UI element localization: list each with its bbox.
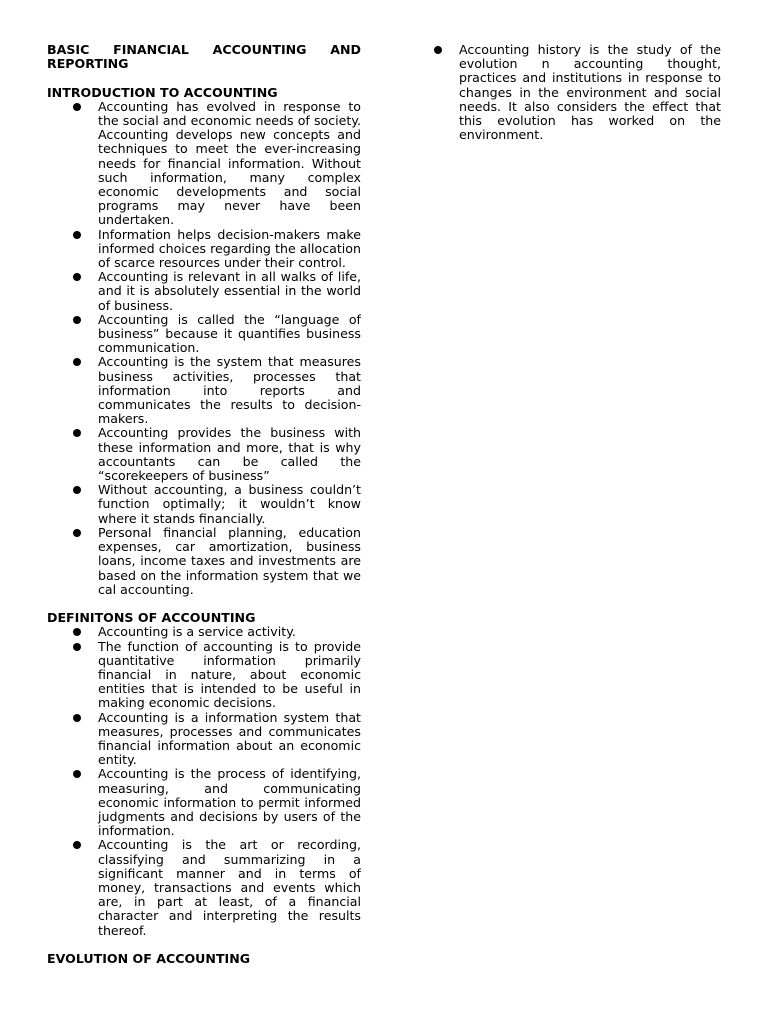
list-item — [429, 43, 721, 142]
list-item — [47, 228, 361, 271]
list-item — [47, 355, 361, 426]
list-item-text: The function of accounting is to provide quantitative information primarily financial in nature, about economic entities that is intended to be useful in making economic decisions. — [98, 638, 361, 711]
bullet-icon — [73, 429, 81, 437]
bullet-icon — [73, 628, 81, 636]
list-item-text: Accounting provides the business with these information and more, that is why accountants can be called the “scorekeepers of business” — [98, 425, 361, 484]
list-item — [47, 767, 361, 838]
bullet-icon — [73, 714, 81, 722]
list-item-text: Accounting is the system that measures business activities, processes that information into reports and communicates the results to decision-makers. — [98, 354, 361, 427]
list-item-text: Accounting is the process of identifying, measuring, and communicating economic information to permit informed judgments and decisions by users of the information. — [98, 766, 361, 839]
bullet-icon — [73, 770, 81, 778]
list-item — [47, 838, 361, 937]
list-item-text: Accounting has evolved in response to the social and economic needs of society. Accounting develops new concepts and techniques to meet the ever-increasing needs for financial information. Without such information, many complex economic developments and social programs may never have been undertaken. — [98, 98, 361, 228]
right-column — [429, 43, 721, 142]
list-item-text: Accounting is a information system that measures, processes and communicates financial information about an economic entity. — [98, 709, 361, 768]
list-item — [47, 483, 361, 526]
bullet-icon — [73, 273, 81, 281]
list-item — [47, 426, 361, 483]
section-heading-evolution: EVOLUTION OF ACCOUNTING — [47, 950, 251, 966]
introduction-list — [47, 100, 361, 597]
spacer — [47, 938, 361, 952]
section-heading-introduction: INTRODUCTION TO ACCOUNTING — [47, 84, 278, 100]
list-item-text: Accounting is the art or recording, classifying and summarizing in a significant manner and in terms of money, transactions and events which are, in part at least, of a financial character and interpreting the results thereof. — [98, 837, 361, 938]
list-item — [47, 100, 361, 228]
left-column — [47, 43, 361, 966]
list-item-text: Accounting is relevant in all walks of life, and it is absolutely essential in the world of business. — [98, 269, 361, 313]
list-item — [47, 270, 361, 313]
bullet-icon — [73, 529, 81, 537]
list-item-text: Without accounting, a business couldn’t function optimally; it wouldn’t know where it stands financially. — [98, 482, 361, 526]
bullet-icon — [73, 358, 81, 366]
list-item-text: Accounting is called the “language of business” because it quantifies business communication. — [98, 311, 361, 356]
list-item — [47, 526, 361, 597]
list-item — [47, 625, 361, 639]
bullet-icon — [73, 643, 81, 651]
list-item-text: Information helps decision-makers make informed choices regarding the allocation of scarce resources under their control. — [98, 226, 361, 271]
bullet-icon — [73, 316, 81, 324]
bullet-icon — [73, 231, 81, 239]
list-item-text: Accounting history is the study of the evolution n accounting thought, practices and institutions in response to changes in the environment and social needs. It also considers the effect that this evolution has worked on the environment. — [459, 42, 721, 143]
bullet-icon — [73, 103, 81, 111]
bullet-icon — [434, 46, 442, 54]
bullet-icon — [73, 841, 81, 849]
spacer — [47, 597, 361, 611]
definitions-list — [47, 625, 361, 937]
list-item — [47, 640, 361, 711]
list-item — [47, 313, 361, 356]
document-title: BASIC FINANCIAL ACCOUNTING AND REPORTING — [47, 42, 361, 72]
list-item-text: Personal financial planning, education expenses, car amortization, business loans, income taxes and investments are based on the information system that we cal accounting. — [98, 524, 361, 597]
list-item-text: Accounting is a service activity. — [98, 624, 296, 640]
section-heading-definitions: DEFINITONS OF ACCOUNTING — [47, 610, 256, 626]
evolution-list — [429, 43, 721, 142]
bullet-icon — [73, 486, 81, 494]
list-item — [47, 711, 361, 768]
